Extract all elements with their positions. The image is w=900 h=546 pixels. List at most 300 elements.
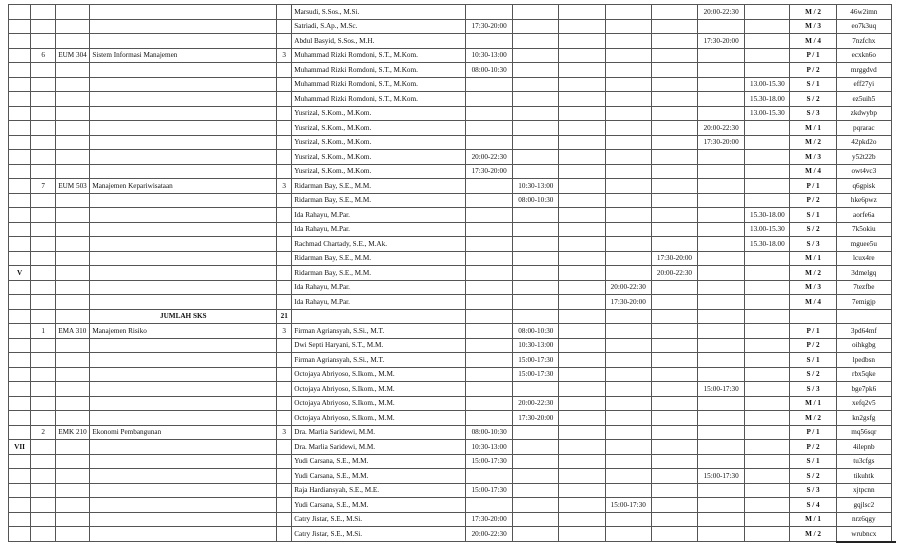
time-col-1-cell (466, 280, 513, 295)
time-col-3-cell (559, 222, 605, 237)
time-col-7-cell (745, 179, 790, 194)
lecturer-cell: Firman Agriansyah, S.Si., M.T. (292, 324, 466, 339)
number-cell (31, 512, 56, 527)
time-col-5-cell (651, 382, 697, 397)
class-cell (790, 309, 836, 324)
class-cell: M / 1 (790, 251, 836, 266)
time-col-5-cell (651, 193, 697, 208)
time-col-5-cell (651, 150, 697, 165)
time-col-3-cell (559, 237, 605, 252)
class-cell: S / 4 (790, 498, 836, 513)
lecturer-cell: Yusrizal, S.Kom., M.Kom. (292, 121, 466, 136)
course-name-cell (90, 222, 277, 237)
sks-cell (277, 222, 292, 237)
code-token-cell: tu3cfgs (836, 454, 891, 469)
number-cell (31, 222, 56, 237)
class-cell: M / 3 (790, 19, 836, 34)
course-code-cell (56, 353, 90, 368)
course-name-cell (90, 150, 277, 165)
time-col-6-cell (698, 77, 745, 92)
time-col-7-cell: 15.30-18.00 (745, 92, 790, 107)
sks-cell (277, 382, 292, 397)
code-token-cell: zkdwybp (836, 106, 891, 121)
number-cell (31, 34, 56, 49)
semester-cell (9, 309, 31, 324)
number-cell (31, 396, 56, 411)
time-col-1-cell (466, 367, 513, 382)
time-col-2-cell (513, 34, 559, 49)
course-code-cell (56, 92, 90, 107)
time-col-7-cell (745, 382, 790, 397)
time-col-6-cell (698, 208, 745, 223)
code-token-cell: 3dmelgq (836, 266, 891, 281)
time-col-5-cell (651, 208, 697, 223)
sks-cell (277, 106, 292, 121)
time-col-1-cell (466, 251, 513, 266)
table-row (9, 527, 892, 542)
lecturer-cell: Ida Rahayu, M.Par. (292, 208, 466, 223)
table-row (9, 338, 892, 353)
table-row (9, 19, 892, 34)
time-col-1-cell (466, 382, 513, 397)
course-name-cell (90, 280, 277, 295)
time-col-5-cell (651, 237, 697, 252)
table-row (9, 411, 892, 426)
class-cell: S / 1 (790, 353, 836, 368)
course-name-cell (90, 483, 277, 498)
sks-cell (277, 512, 292, 527)
time-col-3-cell (559, 164, 605, 179)
number-cell: 7 (31, 179, 56, 194)
course-code-cell (56, 135, 90, 150)
semester-cell: VII (9, 440, 31, 455)
time-col-1-cell (466, 498, 513, 513)
lecturer-cell: Dra. Marlia Saridewi, M.M. (292, 440, 466, 455)
time-col-7-cell (745, 469, 790, 484)
semester-cell (9, 454, 31, 469)
course-code-cell (56, 164, 90, 179)
course-name-cell (90, 92, 277, 107)
code-token-cell: owt4vc3 (836, 164, 891, 179)
time-col-7-cell (745, 527, 790, 542)
number-cell (31, 367, 56, 382)
lecturer-cell: Yudi Carsana, S.E., M.M. (292, 454, 466, 469)
sks-cell (277, 483, 292, 498)
time-col-5-cell (651, 483, 697, 498)
course-name-cell (90, 77, 277, 92)
time-col-3-cell (559, 208, 605, 223)
course-name-cell (90, 5, 277, 20)
semester-cell (9, 353, 31, 368)
time-col-2-cell (513, 440, 559, 455)
sks-cell (277, 295, 292, 310)
sks-cell (277, 411, 292, 426)
lecturer-cell: Catry Jistar, S.E., M.Si. (292, 512, 466, 527)
time-col-7-cell (745, 498, 790, 513)
time-col-1-cell (466, 121, 513, 136)
time-col-5-cell (651, 48, 697, 63)
course-name-cell: Manajemen Risiko (90, 324, 277, 339)
course-code-cell (56, 527, 90, 542)
time-col-2-cell (513, 309, 559, 324)
time-col-7-cell (745, 135, 790, 150)
course-name-cell (90, 164, 277, 179)
lecturer-cell: Abdul Basyid, S.Sos., M.H. (292, 34, 466, 49)
lecturer-cell: Yusrizal, S.Kom., M.Kom. (292, 150, 466, 165)
time-col-7-cell (745, 512, 790, 527)
time-col-5-cell (651, 527, 697, 542)
time-col-3-cell (559, 483, 605, 498)
number-cell (31, 295, 56, 310)
class-cell: P / 1 (790, 48, 836, 63)
time-col-7-cell (745, 353, 790, 368)
code-token-cell: mguee5u (836, 237, 891, 252)
time-col-2-cell (513, 106, 559, 121)
time-col-1-cell (466, 135, 513, 150)
time-col-2-cell (513, 295, 559, 310)
class-cell: P / 2 (790, 440, 836, 455)
time-col-6-cell (698, 396, 745, 411)
course-code-cell (56, 382, 90, 397)
course-code-cell (56, 280, 90, 295)
table-row (9, 353, 892, 368)
number-cell (31, 106, 56, 121)
course-code-cell: EMK 210 (56, 425, 90, 440)
course-name-cell (90, 19, 277, 34)
time-col-6-cell (698, 309, 745, 324)
lecturer-cell: Catry Jistar, S.E., M.Si. (292, 527, 466, 542)
time-col-1-cell: 10:30-13:00 (466, 440, 513, 455)
time-col-4-cell (605, 309, 651, 324)
course-code-cell (56, 34, 90, 49)
time-col-2-cell (513, 135, 559, 150)
class-cell: M / 1 (790, 512, 836, 527)
time-col-5-cell: 17:30-20:00 (651, 251, 697, 266)
semester-cell (9, 469, 31, 484)
sks-cell (277, 135, 292, 150)
time-col-2-cell (513, 19, 559, 34)
time-col-7-cell: 15.30-18.00 (745, 208, 790, 223)
time-col-1-cell (466, 208, 513, 223)
time-col-1-cell (466, 338, 513, 353)
time-col-6-cell (698, 106, 745, 121)
course-code-cell (56, 63, 90, 78)
code-token-cell (836, 309, 891, 324)
time-col-1-cell (466, 353, 513, 368)
code-token-cell: nrz6qgy (836, 512, 891, 527)
sks-cell (277, 77, 292, 92)
time-col-4-cell (605, 48, 651, 63)
time-col-3-cell (559, 48, 605, 63)
code-token-cell: mrggdvd (836, 63, 891, 78)
semester-cell (9, 19, 31, 34)
class-cell: M / 1 (790, 396, 836, 411)
time-col-6-cell: 15:00-17:30 (698, 382, 745, 397)
time-col-1-cell (466, 92, 513, 107)
table-row (9, 5, 892, 20)
time-col-3-cell (559, 77, 605, 92)
time-col-3-cell (559, 92, 605, 107)
semester-cell (9, 237, 31, 252)
time-col-6-cell: 15:00-17:30 (698, 469, 745, 484)
number-cell (31, 237, 56, 252)
class-cell: S / 1 (790, 77, 836, 92)
time-col-2-cell (513, 483, 559, 498)
lecturer-cell: Muhammad Rizki Romdoni, S.T., M.Kom. (292, 92, 466, 107)
sks-cell: 3 (277, 324, 292, 339)
time-col-1-cell (466, 266, 513, 281)
course-code-cell (56, 237, 90, 252)
course-code-cell (56, 208, 90, 223)
class-cell: M / 2 (790, 266, 836, 281)
semester-cell (9, 251, 31, 266)
semester-cell (9, 77, 31, 92)
time-col-7-cell (745, 367, 790, 382)
semester-cell (9, 498, 31, 513)
time-col-4-cell (605, 266, 651, 281)
time-col-7-cell (745, 309, 790, 324)
time-col-2-cell (513, 92, 559, 107)
sks-cell (277, 266, 292, 281)
time-col-4-cell (605, 512, 651, 527)
number-cell (31, 63, 56, 78)
time-col-4-cell (605, 179, 651, 194)
time-col-1-cell (466, 295, 513, 310)
time-col-4-cell (605, 77, 651, 92)
time-col-5-cell (651, 512, 697, 527)
time-col-2-cell (513, 251, 559, 266)
number-cell (31, 454, 56, 469)
code-token-cell: xjtpcnn (836, 483, 891, 498)
time-col-6-cell (698, 193, 745, 208)
number-cell (31, 382, 56, 397)
time-col-3-cell (559, 324, 605, 339)
class-cell: S / 3 (790, 106, 836, 121)
sks-cell (277, 440, 292, 455)
schedule-table (8, 4, 892, 542)
time-col-7-cell (745, 396, 790, 411)
lecturer-cell: Muhammad Rizki Romdoni, S.T., M.Kom. (292, 48, 466, 63)
number-cell (31, 338, 56, 353)
course-code-cell: EUM 304 (56, 48, 90, 63)
sks-cell (277, 34, 292, 49)
time-col-1-cell (466, 106, 513, 121)
time-col-5-cell (651, 179, 697, 194)
time-col-2-cell (513, 382, 559, 397)
table-row (9, 251, 892, 266)
time-col-5-cell (651, 19, 697, 34)
time-col-3-cell (559, 63, 605, 78)
time-col-4-cell (605, 237, 651, 252)
time-col-6-cell (698, 251, 745, 266)
semester-cell (9, 382, 31, 397)
time-col-5-cell (651, 295, 697, 310)
sks-cell (277, 237, 292, 252)
lecturer-cell: Octojaya Abriyoso, S.Ikom., M.M. (292, 382, 466, 397)
sks-cell (277, 150, 292, 165)
time-col-4-cell (605, 135, 651, 150)
time-col-7-cell (745, 19, 790, 34)
time-col-2-cell: 20:00-22:30 (513, 396, 559, 411)
sks-cell (277, 280, 292, 295)
number-cell (31, 193, 56, 208)
sks-cell (277, 92, 292, 107)
course-code-cell (56, 338, 90, 353)
sks-cell: 3 (277, 425, 292, 440)
time-col-2-cell: 17:30-20:00 (513, 411, 559, 426)
course-name-cell (90, 440, 277, 455)
time-col-6-cell (698, 48, 745, 63)
time-col-3-cell (559, 367, 605, 382)
time-col-3-cell (559, 425, 605, 440)
class-cell: P / 1 (790, 425, 836, 440)
code-token-cell: gqjlsc2 (836, 498, 891, 513)
semester-cell (9, 411, 31, 426)
number-cell (31, 483, 56, 498)
time-col-4-cell (605, 527, 651, 542)
course-name-cell: JUMLAH SKS (90, 309, 277, 324)
course-code-cell (56, 106, 90, 121)
code-token-cell: mq56sqr (836, 425, 891, 440)
time-col-4-cell (605, 106, 651, 121)
lecturer-cell: Raja Hardiansyah, S.E., M.E. (292, 483, 466, 498)
sks-cell (277, 469, 292, 484)
time-col-5-cell (651, 280, 697, 295)
time-col-4-cell (605, 396, 651, 411)
time-col-6-cell: 20:00-22:30 (698, 121, 745, 136)
code-token-cell: tikuhtk (836, 469, 891, 484)
time-col-6-cell (698, 164, 745, 179)
time-col-7-cell (745, 266, 790, 281)
course-name-cell (90, 396, 277, 411)
time-col-6-cell (698, 295, 745, 310)
number-cell (31, 135, 56, 150)
number-cell (31, 208, 56, 223)
time-col-4-cell (605, 34, 651, 49)
time-col-3-cell (559, 19, 605, 34)
number-cell (31, 280, 56, 295)
time-col-2-cell (513, 121, 559, 136)
code-token-cell: wrubncx (836, 527, 891, 542)
time-col-5-cell (651, 324, 697, 339)
time-col-1-cell (466, 411, 513, 426)
time-col-3-cell (559, 498, 605, 513)
time-col-6-cell (698, 324, 745, 339)
class-cell: M / 1 (790, 121, 836, 136)
time-col-3-cell (559, 251, 605, 266)
class-cell: M / 2 (790, 135, 836, 150)
sks-cell: 21 (277, 309, 292, 324)
course-code-cell (56, 483, 90, 498)
course-code-cell (56, 193, 90, 208)
time-col-3-cell (559, 193, 605, 208)
semester-cell (9, 512, 31, 527)
semester-cell (9, 295, 31, 310)
time-col-7-cell (745, 425, 790, 440)
time-col-4-cell (605, 440, 651, 455)
course-name-cell (90, 367, 277, 382)
code-token-cell: kn2gsfg (836, 411, 891, 426)
course-name-cell (90, 469, 277, 484)
code-token-cell: xefq2v5 (836, 396, 891, 411)
lecturer-cell: Dra. Marlia Saridewi, M.M. (292, 425, 466, 440)
time-col-5-cell (651, 469, 697, 484)
class-cell: S / 2 (790, 92, 836, 107)
time-col-6-cell (698, 411, 745, 426)
table-row (9, 454, 892, 469)
time-col-7-cell (745, 454, 790, 469)
time-col-3-cell (559, 396, 605, 411)
sks-cell (277, 5, 292, 20)
time-col-7-cell: 13.00-15.30 (745, 106, 790, 121)
time-col-7-cell: 13.00-15.30 (745, 77, 790, 92)
time-col-7-cell (745, 48, 790, 63)
course-code-cell (56, 498, 90, 513)
semester-cell (9, 135, 31, 150)
class-cell: M / 2 (790, 527, 836, 542)
sks-cell (277, 164, 292, 179)
lecturer-cell: Ida Rahayu, M.Par. (292, 280, 466, 295)
sks-cell (277, 367, 292, 382)
time-col-6-cell (698, 63, 745, 78)
class-cell: S / 2 (790, 469, 836, 484)
time-col-3-cell (559, 280, 605, 295)
course-name-cell: Manajemen Kepariwisataan (90, 179, 277, 194)
semester-cell (9, 106, 31, 121)
time-col-3-cell (559, 106, 605, 121)
course-name-cell (90, 63, 277, 78)
time-col-6-cell (698, 179, 745, 194)
course-name-cell (90, 512, 277, 527)
time-col-6-cell (698, 338, 745, 353)
course-code-cell: EMA 310 (56, 324, 90, 339)
code-token-cell: hke6pwz (836, 193, 891, 208)
number-cell (31, 469, 56, 484)
sks-cell (277, 396, 292, 411)
course-name-cell (90, 498, 277, 513)
time-col-3-cell (559, 135, 605, 150)
lecturer-cell: Yudi Carsana, S.E., M.M. (292, 469, 466, 484)
sks-cell (277, 454, 292, 469)
time-col-6-cell (698, 483, 745, 498)
number-cell: 2 (31, 425, 56, 440)
course-name-cell (90, 193, 277, 208)
time-col-2-cell: 15:00-17:30 (513, 353, 559, 368)
time-col-4-cell: 20:00-22:30 (605, 280, 651, 295)
time-col-2-cell (513, 5, 559, 20)
time-col-1-cell (466, 309, 513, 324)
page-edge-line (836, 541, 896, 543)
class-cell: S / 1 (790, 208, 836, 223)
time-col-4-cell (605, 208, 651, 223)
class-cell: S / 3 (790, 483, 836, 498)
time-col-2-cell (513, 48, 559, 63)
class-cell: S / 3 (790, 382, 836, 397)
semester-cell (9, 121, 31, 136)
course-name-cell (90, 353, 277, 368)
lecturer-cell: Ridarman Bay, S.E., M.M. (292, 266, 466, 281)
class-cell: M / 4 (790, 34, 836, 49)
class-cell: P / 2 (790, 63, 836, 78)
class-cell: M / 4 (790, 164, 836, 179)
number-cell (31, 309, 56, 324)
table-row (9, 179, 892, 194)
time-col-5-cell (651, 77, 697, 92)
course-code-cell (56, 469, 90, 484)
time-col-5-cell (651, 135, 697, 150)
time-col-4-cell (605, 92, 651, 107)
table-row (9, 121, 892, 136)
